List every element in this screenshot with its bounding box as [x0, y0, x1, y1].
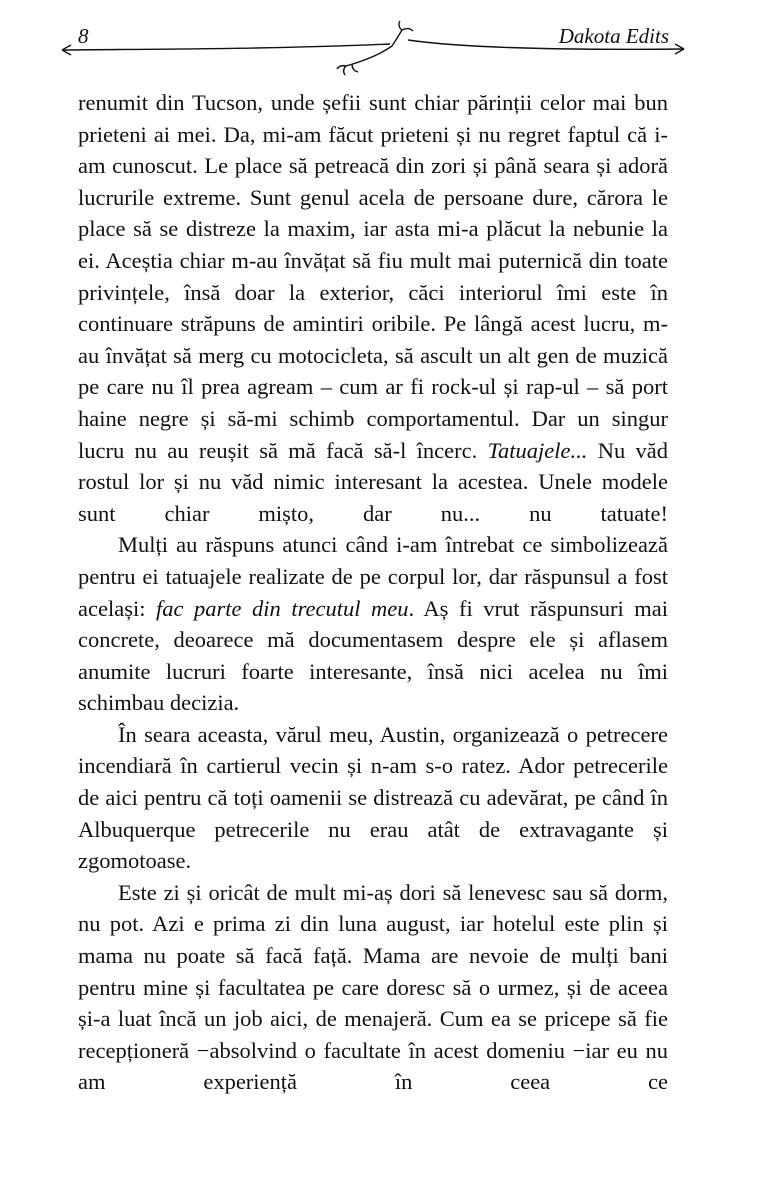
paragraph-1-italic: Tatuajele... — [487, 437, 588, 463]
paragraph-2-italic: fac parte din trecutul meu — [156, 595, 409, 621]
paragraph-4 — [78, 877, 668, 1098]
paragraph-2-part-1: Mulți au răspuns atunci când i-am întrebat ce simbolizează pentru ei tatuajele realizate de pe corpul lor, dar răspunsul a fost același: — [78, 532, 668, 621]
flourish-ornament-icon — [0, 0, 768, 90]
paragraph-2 — [78, 529, 668, 719]
paragraph-1-part-3: Nu văd rostul lor și nu văd nimic interesant la acestea. Unele modele sunt chiar mișto, dar nu... nu tatuate! — [78, 437, 668, 526]
paragraph-2-part-3: . Aș fi vrut răspunsuri mai concrete, deoarece mă documentasem despre ele și aflasem anumite lucruri foarte interesante, însă nici acelea nu îmi schimbau decizia. — [78, 595, 668, 716]
paragraph-3 — [78, 719, 668, 877]
paragraph-4-text: Este zi și oricât de mult mi-aș dori să lenevesc sau să dorm, nu pot. Azi e prima zi din luna august, iar hotelul este plin și mama nu poate să facă față. Mama are nevoie de mulți bani pentru mine și facultatea pe care doresc să o urmez, și de aceea și-a luat încă un job aici, de menajeră. Cum ea se pricepe să fie recepționeră −absolvind o facultate în acest domeniu −iar eu nu am experiență în ceea ce — [78, 879, 668, 1095]
paragraph-1-part-1: renumit din Tucson, unde șefii sunt chiar părinții celor mai bun prieteni ai mei. Da, mi-am făcut prieteni și nu regret faptul că i-am cunoscut. Le place să petreacă din zori și până seara și adoră lucrurile extreme. Sunt genul acela de persoane dure, cărora le place să se distreze la maxim, iar asta mi-a plăcut la nebunie la ei. Aceștia chiar m-au învățat să fiu mult mai puternică din toate privințele, însă doar la exterior, căci interiorul îmi este în continuare străpuns de amintiri oribile. Pe lângă acest lucru, m-au învățat să merg cu motocicleta, să ascult un alt gen de muzică pe care nu îl prea agream – cum ar fi rock-ul și rap-ul – să port haine negre și să-mi schimb comportamentul. Dar un singur lucru nu au reușit să mă facă să-l încerc. — [78, 90, 668, 463]
body-text — [78, 87, 668, 1098]
paragraph-3-text: În seara aceasta, vărul meu, Austin, organizează o petrecere incendiară în cartierul vecin și n-am s-o ratez. Ador petrecerile de aici pentru că toți oamenii se distrează cu adevărat, pe când în Albuquerque petrecerile nu erau atât de extravagante și zgomotoase. — [78, 721, 668, 874]
running-title: Dakota Edits — [558, 24, 669, 48]
page-number: 8 — [78, 24, 89, 48]
paragraph-1 — [78, 87, 668, 529]
page-header — [0, 0, 768, 90]
